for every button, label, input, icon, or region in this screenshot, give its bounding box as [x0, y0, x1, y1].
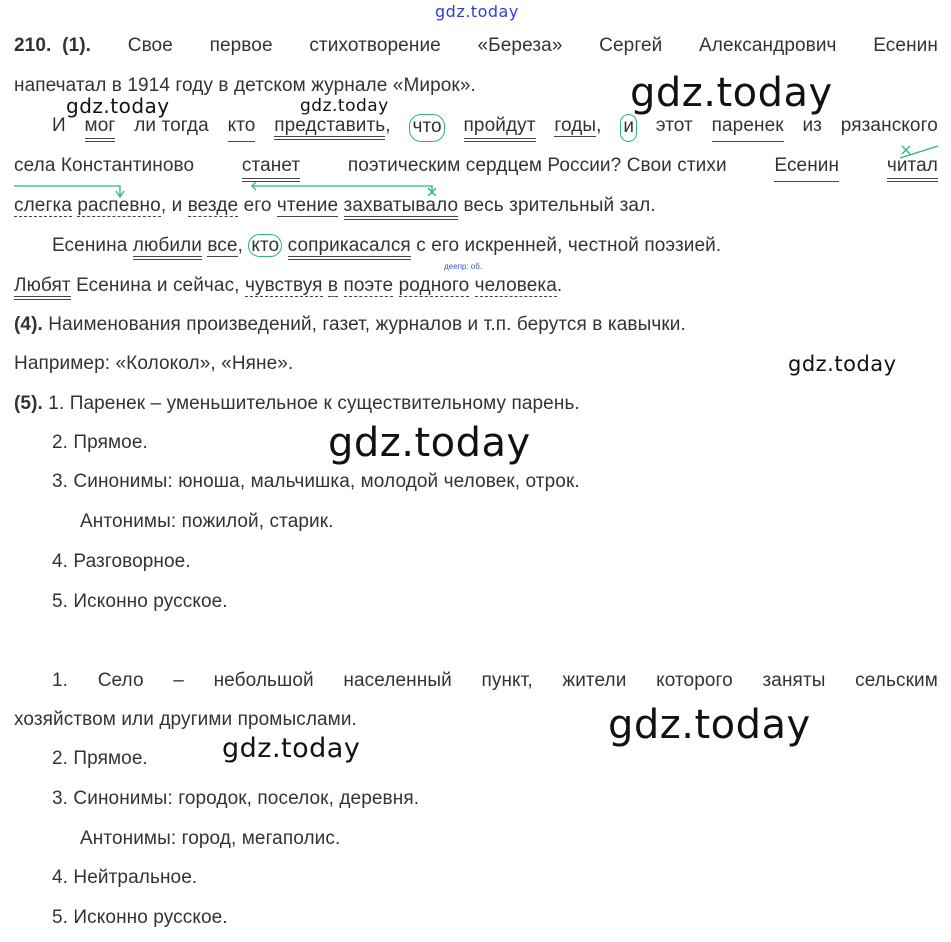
watermark: gdz.today: [630, 70, 833, 116]
predicate-underlined: пройдут: [464, 114, 536, 142]
adverbial-phrase: чувствуя: [244, 275, 323, 296]
selo-line2: хозяйством или другими промыслами.: [14, 709, 357, 730]
predicate-underlined: мог: [85, 114, 116, 142]
predicate-underlined: читал: [887, 154, 938, 182]
para2-line2: села Константиново станет поэтическим сердцем России? Свои стихи Есенин читал: [14, 154, 938, 182]
word: рязанского: [840, 115, 938, 136]
word: Есенин: [873, 35, 938, 56]
selo-line1: 1. Село – небольшой населенный пункт, жители которого заняты сельским: [52, 670, 938, 691]
predicate-underlined: соприкасался: [288, 235, 411, 260]
subject-underlined: паренек: [712, 114, 784, 142]
predicate-underlined: Любят: [14, 275, 71, 300]
part4-example: Например: «Колокол», «Няне».: [14, 353, 294, 374]
part5-item: Антонимы: пожилой, старик.: [80, 511, 334, 532]
watermark: gdz.today: [300, 96, 389, 116]
task-number: 210.: [14, 35, 52, 56]
part5-item: 2. Прямое.: [52, 432, 148, 453]
adverbial-underlined: слегка: [14, 195, 72, 216]
subject-underlined: кто: [228, 114, 256, 142]
word: первое: [209, 35, 273, 56]
word: Александрович: [699, 35, 837, 56]
part5-item: 3. Синонимы: юноша, мальчишка, молодой человек, отрок.: [52, 471, 580, 492]
part1-label: (1).: [62, 35, 92, 56]
selo-item: 2. Прямое.: [52, 748, 148, 769]
para2-line3: слегка распевно, и везде его чтение захватывало весь зрительный зал.: [14, 194, 656, 218]
subject-underlined: Есенин: [774, 154, 839, 182]
para1-line1: [14, 34, 938, 58]
participle-annotation: деепр: об.: [444, 262, 483, 271]
word: Сергей: [599, 35, 663, 56]
predicate-underlined: станет: [242, 154, 300, 182]
para1-line2: напечатал в 1914 году в детском журнале «Мирок».: [14, 75, 476, 96]
watermark: gdz.today: [608, 702, 811, 748]
word: этот: [655, 115, 693, 136]
watermark-top: gdz.today: [435, 2, 519, 21]
subject-underlined: годы: [554, 115, 597, 136]
word: И: [52, 115, 66, 136]
watermark: gdz.today: [788, 352, 897, 376]
para2-line1: И мог ли тогда кто представить, что пройдут годы, и этот паренек из рязанского: [52, 114, 938, 142]
word: из: [802, 115, 822, 136]
selo-item: 4. Нейтральное.: [52, 867, 198, 888]
selo-item: 5. Исконно русское.: [52, 907, 228, 928]
circled-conjunction: что: [409, 114, 444, 142]
part5-label: (5).: [14, 393, 43, 414]
predicate-underlined: захватывало: [344, 195, 459, 220]
para3-line2: Любят Есенина и сейчас, чувствуя в поэте родного человека.: [14, 274, 562, 298]
word: Свое: [127, 35, 173, 56]
circled-conjunction: и: [620, 114, 637, 142]
circled-subject: кто: [248, 234, 282, 257]
watermark: gdz.today: [222, 733, 361, 764]
part5-item: 5. Исконно русское.: [52, 591, 228, 612]
selo-item: Антонимы: город, мегаполис.: [80, 828, 341, 849]
selo-item: 3. Синонимы: городок, поселок, деревня.: [52, 788, 420, 809]
para3-line1: Есенина любили все, кто соприкасался с его искренней, честной поэзией.: [52, 234, 721, 258]
predicate-underlined: представить: [274, 115, 385, 140]
predicate-underlined: любили: [133, 235, 202, 260]
adverbial-underlined: везде: [187, 195, 239, 216]
word: «Береза»: [477, 35, 563, 56]
part4-label: (4).: [14, 314, 43, 335]
part5-line1: (5). 1. Паренек – уменьшительное к существительному парень.: [14, 393, 580, 414]
part5-item: 4. Разговорное.: [52, 551, 191, 572]
subject-underlined: все: [207, 235, 238, 256]
subject-underlined: чтение: [276, 195, 339, 216]
adverbial-underlined: распевно: [77, 195, 161, 216]
part4-line: (4). Наименования произведений, газет, журналов и т.п. берутся в кавычки.: [14, 314, 686, 335]
word: стихотворение: [309, 35, 441, 56]
watermark: gdz.today: [328, 420, 531, 466]
watermark: gdz.today: [66, 94, 170, 118]
word: ли тогда: [134, 115, 209, 136]
